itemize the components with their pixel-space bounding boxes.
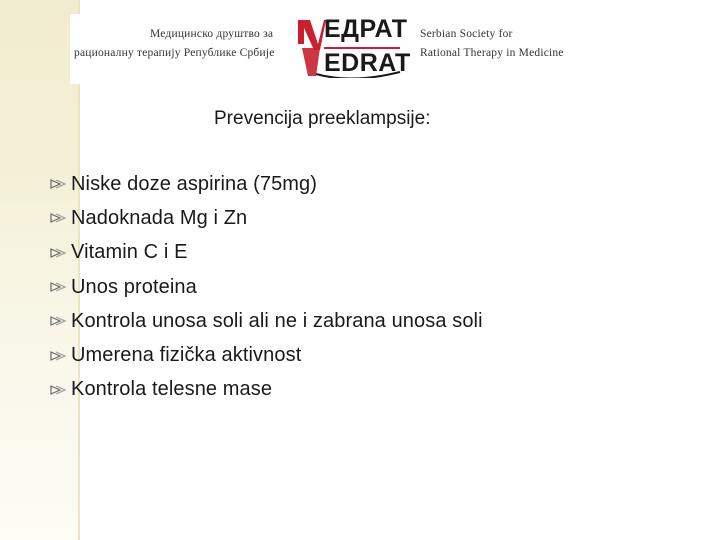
society-name-english-line2: Rational Therapy in Medicine <box>420 47 564 59</box>
bullet-text: Kontrola telesne mase <box>71 378 273 401</box>
society-name-cyrillic-line2: рационалну терапију Републике Србије <box>74 47 275 59</box>
bullet-item <box>48 201 483 235</box>
bullet-arrow-icon <box>48 277 68 297</box>
bullet-arrow-icon <box>48 380 68 400</box>
bullet-arrow-icon <box>48 243 68 263</box>
medrat-logo <box>296 14 411 78</box>
bullet-list <box>48 167 483 407</box>
society-name-english-line1: Serbian Society for <box>420 28 513 40</box>
bullet-item <box>48 270 483 304</box>
bullet-arrow-icon <box>48 311 68 331</box>
bullet-text: Kontrola unosa soli ali ne i zabrana unosa soli <box>71 309 483 332</box>
logo-bottom-word: EDRAT <box>324 49 411 77</box>
bullet-text: Unos proteina <box>71 275 197 298</box>
society-name-cyrillic-line1: Медицинско друштво за <box>150 28 274 40</box>
bullet-text: Vitamin C i E <box>71 241 188 264</box>
bullet-arrow-icon <box>48 174 68 194</box>
bullet-item <box>48 338 483 372</box>
bullet-text: Niske doze aspirina (75mg) <box>71 172 318 195</box>
bullet-arrow-icon <box>48 346 68 366</box>
logo-top-word: ЕДРАТ <box>324 15 408 43</box>
bullet-item <box>48 167 483 201</box>
bullet-arrow-icon <box>48 208 68 228</box>
bullet-text: Umerena fizička aktivnost <box>71 344 302 367</box>
bullet-item <box>48 236 483 270</box>
bullet-item <box>48 373 483 407</box>
bullet-text: Nadoknada Mg i Zn <box>71 206 248 229</box>
slide-title: Prevencija preeklampsije: <box>214 108 431 129</box>
bullet-item <box>48 304 483 338</box>
